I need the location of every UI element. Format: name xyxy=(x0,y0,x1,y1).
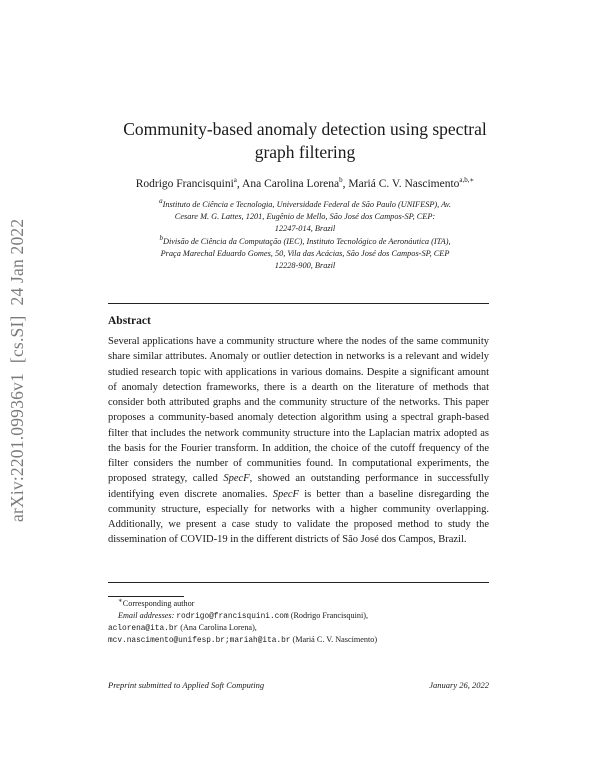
abstract-text xyxy=(108,334,489,548)
email-link[interactable]: rodrigo@francisquini.com xyxy=(176,613,289,621)
abstract-part: , showed an outstanding performance in successfully identifying even discrete anomalies. xyxy=(108,473,489,500)
author-affiliation-mark: b xyxy=(339,176,343,185)
email-owner: (Rodrigo Francisquini), xyxy=(290,611,369,620)
affiliation-mark: b xyxy=(159,234,163,243)
email-link[interactable]: mcv.nascimento@unifesp.br;mariah@ita.br xyxy=(108,637,291,645)
author-name: Ana Carolina Lorena xyxy=(242,178,340,190)
paper-title-line-1: Community-based anomaly detection using spectral xyxy=(123,119,487,139)
affiliation-line: Divisão de Ciência da Computação (IEC), Instituto Tecnológico de Aeronáutica (ITA), xyxy=(162,237,451,246)
affiliation-line: Instituto de Ciência e Tecnologia, Universidade Federal de São Paulo (UNIFESP), Av. xyxy=(162,200,451,209)
affiliation-mark: a xyxy=(159,197,163,206)
affiliation-line: Praça Marechal Eduardo Gomes, 50, Vila das Acácias, São José dos Campos-SP, CEP xyxy=(160,249,450,259)
footnote-corresponding xyxy=(118,598,518,611)
arxiv-identifier-stamp xyxy=(6,218,28,522)
author-name: Mariá C. V. Nascimento xyxy=(348,178,460,190)
affiliation-line: Cesare M. G. Lattes, 1201, Eugênio de Mello, São José dos Campos-SP, CEP: xyxy=(174,212,436,222)
footer-preprint-note: Preprint submitted to Applied Soft Computing xyxy=(108,680,265,690)
abstract-heading: Abstract xyxy=(108,315,151,327)
author-name: Rodrigo Francisquini xyxy=(135,178,234,190)
footnote-email-line-3 xyxy=(108,634,508,648)
author-affiliation-mark: a xyxy=(233,176,237,185)
abstract-part: is better than a baseline disregarding the community structure, especially for networks with a higher community overlapping. Additionally, we present a case study to validate the proposed method to study the dissemination of COVID-19 in the different districts of São José dos Campos, Brazil. xyxy=(108,488,489,546)
arxiv-date: 24 Jan 2022 xyxy=(7,218,27,306)
email-owner: (Mariá C. V. Nascimento) xyxy=(292,635,378,644)
abstract-part: Several applications have a community structure where the nodes of the same community share similar attributes. Anomaly or outlier detection in networks is a relevant and widely studied research topic with applications in various domains. Despite a significant amount of anomaly detection frameworks, there is a dearth on the literature of methods that consider both attributed graphs and the community structure of the networks. This paper proposes a community-based anomaly detection algorithm using a spectral graph-based filter that includes the network community structure into the Laplacian matrix adopted as the basis for the Fourier transform. In addition, the choice of the cutoff frequency of the filter considers the number of communities found. In computational experiments, the proposed strategy, called xyxy=(108,336,489,485)
method-name: SpecF xyxy=(223,473,250,485)
email-owner: (Ana Carolina Lorena), xyxy=(180,623,257,632)
footnote-corresponding-text: Corresponding author xyxy=(122,599,195,608)
abstract-bottom-rule xyxy=(108,582,489,583)
email-link[interactable]: aclorena@ita.br xyxy=(108,625,179,633)
author-list: Rodrigo Francisquini$^a$, Ana Carolina Lorena$^b$, Mariá C. V. Nascimento$^{a,b,∗}$ xyxy=(135,176,475,190)
abstract-top-rule xyxy=(108,303,489,304)
affiliation-a xyxy=(130,199,480,236)
email-label: Email addresses: xyxy=(118,611,175,620)
method-name: SpecF xyxy=(272,488,299,500)
affiliation-b xyxy=(130,236,480,273)
arxiv-id: arXiv:2201.09936v1 xyxy=(7,373,27,522)
affiliation-line: 12247-014, Brazil xyxy=(274,224,336,234)
paper-title xyxy=(100,118,510,164)
affiliation-line: 12228-900, Brazil xyxy=(274,261,336,271)
footnote-mark: ∗ xyxy=(118,596,123,605)
arxiv-category: [cs.SI] xyxy=(7,315,27,364)
footer-date: January 26, 2022 xyxy=(429,680,489,690)
paper-title-line-2: graph filtering xyxy=(254,142,356,162)
author-affiliation-mark: a,b,∗ xyxy=(459,176,475,185)
